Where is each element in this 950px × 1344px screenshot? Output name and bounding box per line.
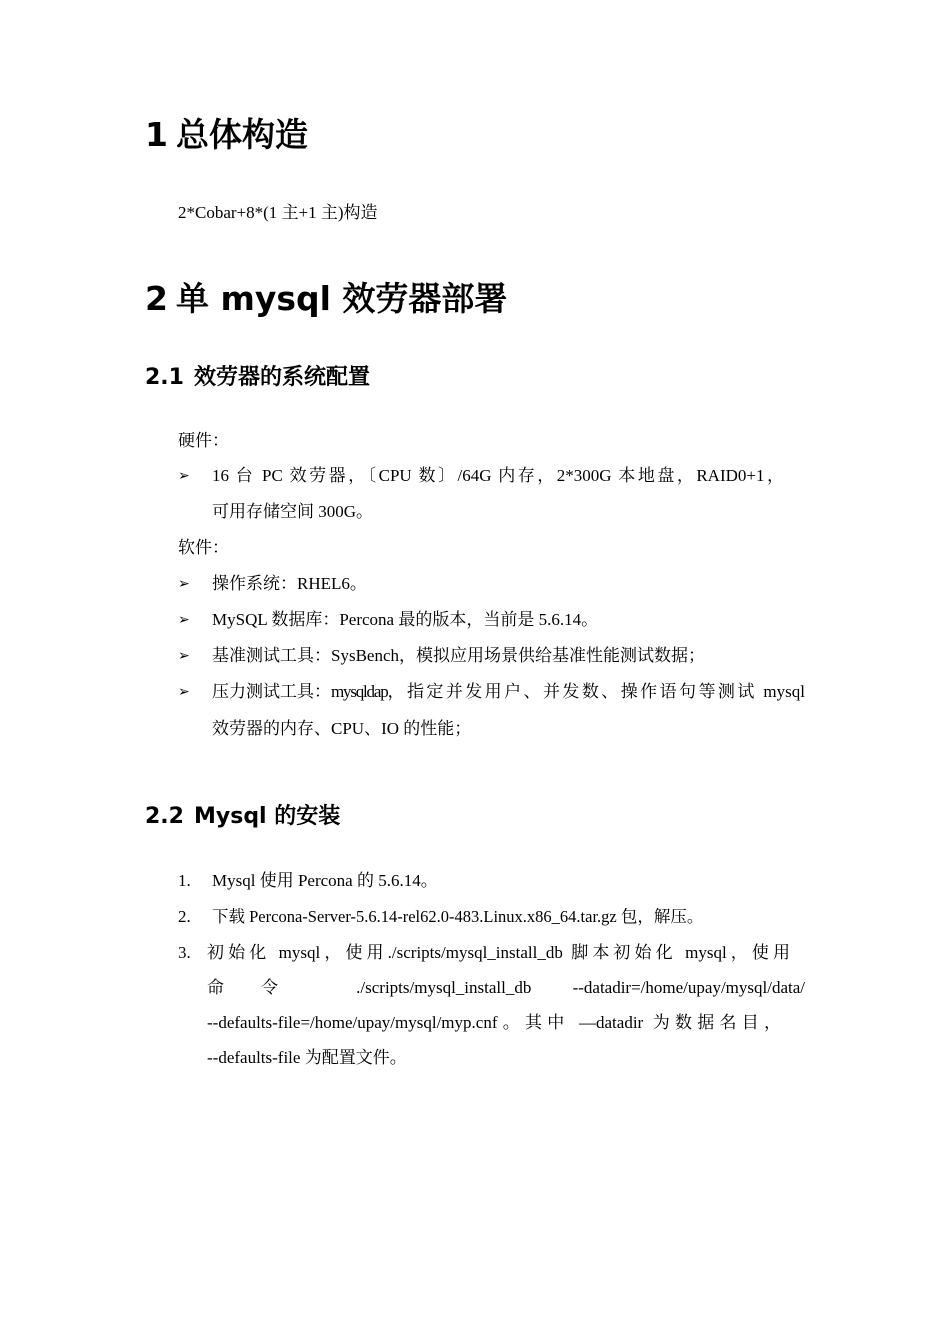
hardware-item-line-1: 16 台 PC 效劳器，〔CPU 数〕/64G 内存，2*300G 本地盘，RAID0+1， xyxy=(212,466,784,485)
step-3-line-3: --defaults-file=/home/upay/mysql/myp.cnf。其中 —datadir 为数据名目， xyxy=(207,1013,781,1032)
step-1-text: Mysql 使用 Percona 的 5.6.14。 xyxy=(212,871,438,890)
bullet-arrow-icon: ➢ xyxy=(178,648,190,664)
software-item-benchmark: 基准测试工具：SysBench，模拟应用场景供给基准性能测试数据； xyxy=(212,646,705,665)
section-2-title: 单 mysql 效劳器部署 xyxy=(175,279,508,318)
hardware-label: 硬件： xyxy=(178,431,229,450)
software-item-stress-line-2: 效劳器的内存、CPU、IO 的性能； xyxy=(212,719,472,738)
stress-prefix: 压力测试工具： xyxy=(212,682,331,701)
bullet-arrow-icon: ➢ xyxy=(178,612,190,628)
bullet-arrow-icon: ➢ xyxy=(178,576,190,592)
step-3-line-1: 初始化 mysql，使用./scripts/mysql_install_db 脚本初始化 mysql，使用 xyxy=(207,943,790,962)
section-1-body: 2*Cobar+8*(1 主+1 主)构造 xyxy=(178,203,378,222)
step-2-text: 下载 Percona-Server-5.6.14-rel62.0-483.Linux.x86_64.tar.gz 包，解压。 xyxy=(212,907,704,926)
section-2-number: 2 xyxy=(145,279,168,318)
section-2-1-heading xyxy=(145,364,370,392)
hardware-item-line-2: 可用存储空间 300G。 xyxy=(212,502,374,521)
step-1-label: 1. xyxy=(178,871,191,890)
section-2-2-heading xyxy=(145,803,340,831)
section-2-heading xyxy=(145,279,507,319)
software-label: 软件： xyxy=(178,538,229,557)
section-1-heading xyxy=(145,115,308,155)
stress-suffix: ，指定并发用户、并发数、操作语句等测试 mysql xyxy=(387,682,805,701)
bullet-arrow-icon: ➢ xyxy=(178,468,190,484)
section-1-title: 总体构造 xyxy=(175,115,308,154)
step-2-label: 2. xyxy=(178,907,191,926)
section-2-1-number: 2.1 xyxy=(145,365,184,390)
section-1-number: 1 xyxy=(145,115,168,154)
software-item-database: MySQL 数据库：Percona 最的版本，当前是 5.6.14。 xyxy=(212,610,599,629)
software-item-stress-line-1 xyxy=(212,681,805,703)
step-3-line-4: --defaults-file 为配置文件。 xyxy=(207,1048,407,1067)
stress-tool-name: mysqldap xyxy=(331,682,388,701)
software-item-os: 操作系统：RHEL6。 xyxy=(212,574,367,593)
section-2-1-title: 效劳器的系统配置 xyxy=(193,365,370,390)
section-2-2-title: Mysql 的安装 xyxy=(193,804,341,829)
step-3-label: 3. xyxy=(178,943,191,962)
section-2-2-number: 2.2 xyxy=(145,804,184,829)
bullet-arrow-icon: ➢ xyxy=(178,684,190,700)
step-3-line-2: 命令 ./scripts/mysql_install_db --datadir=/home/upay/mysql/data/ xyxy=(207,978,805,997)
